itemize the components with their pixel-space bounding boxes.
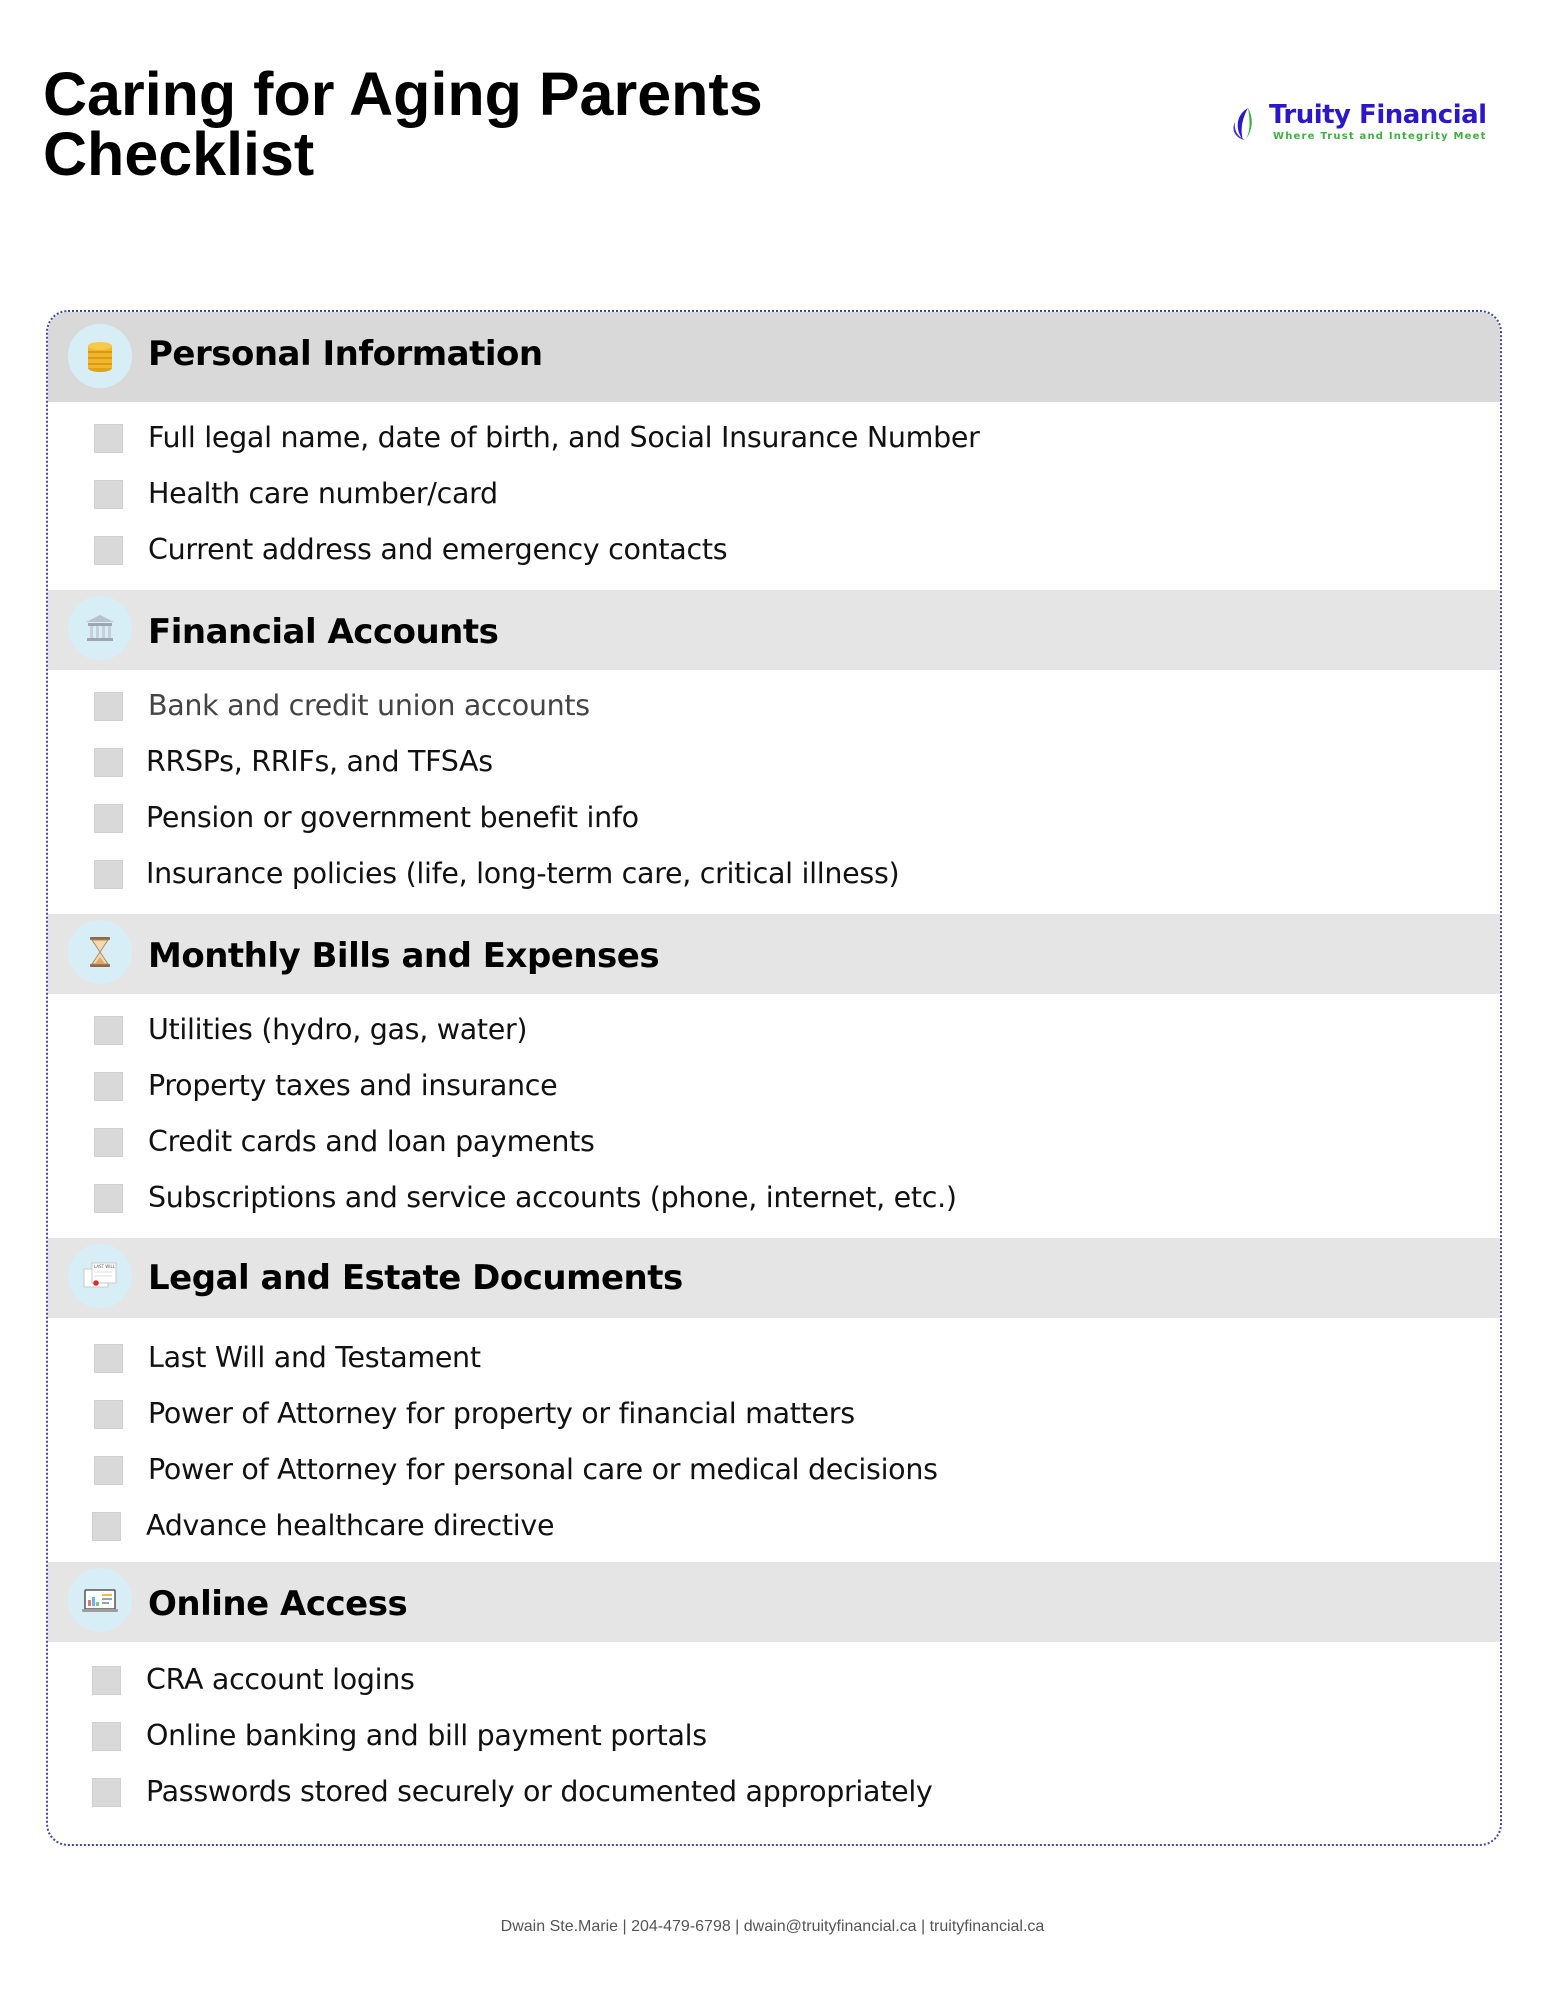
checklist-item-label: Power of Attorney for property or financial matters xyxy=(148,1397,855,1430)
checkbox[interactable] xyxy=(94,1400,123,1429)
checklist-item[interactable] xyxy=(48,474,1500,514)
section-title: Personal Information xyxy=(148,334,543,374)
checklist-item[interactable] xyxy=(48,854,1500,894)
bank-icon xyxy=(68,596,132,660)
svg-text:LAST WILL: LAST WILL xyxy=(94,1264,115,1269)
checklist-item-label: Full legal name, date of birth, and Social Insurance Number xyxy=(148,421,980,454)
checklist-item-label: Passwords stored securely or documented appropriately xyxy=(146,1775,933,1808)
truity-financial-logo xyxy=(1231,98,1491,148)
checkbox[interactable] xyxy=(94,1016,123,1045)
checkbox[interactable] xyxy=(94,1072,123,1101)
checklist-item-label: Subscriptions and service accounts (phone, internet, etc.) xyxy=(148,1181,957,1214)
checkbox[interactable] xyxy=(94,536,123,565)
section-title: Legal and Estate Documents xyxy=(148,1258,683,1298)
checklist-item[interactable] xyxy=(48,686,1500,726)
checklist-item-label: Utilities (hydro, gas, water) xyxy=(148,1013,528,1046)
checklist-item[interactable] xyxy=(48,1506,1500,1546)
checklist-item-label: CRA account logins xyxy=(146,1663,415,1696)
checklist-item[interactable] xyxy=(48,1450,1500,1490)
checklist-item[interactable] xyxy=(48,798,1500,838)
laptop-dashboard-icon xyxy=(68,1568,132,1632)
checklist-item[interactable] xyxy=(48,1660,1500,1700)
checklist-item[interactable] xyxy=(48,530,1500,570)
checkbox[interactable] xyxy=(94,748,123,777)
checklist-item[interactable] xyxy=(48,1338,1500,1378)
checkbox[interactable] xyxy=(94,1344,123,1373)
checklist-item[interactable] xyxy=(48,1394,1500,1434)
checklist-item-label: Credit cards and loan payments xyxy=(148,1125,595,1158)
checkbox[interactable] xyxy=(92,1512,121,1541)
checklist-card xyxy=(46,310,1502,1846)
section-header xyxy=(48,1238,1500,1318)
checkbox[interactable] xyxy=(94,424,123,453)
coins-icon xyxy=(68,324,132,388)
checkbox[interactable] xyxy=(92,1666,121,1695)
checklist-item-label: Insurance policies (life, long-term care, critical illness) xyxy=(146,857,900,890)
checklist-item[interactable] xyxy=(48,1066,1500,1106)
checklist-item-label: Property taxes and insurance xyxy=(148,1069,558,1102)
checklist-item-label: Last Will and Testament xyxy=(148,1341,481,1374)
checklist-item-label: Health care number/card xyxy=(148,477,498,510)
hourglass-icon xyxy=(68,920,132,984)
logo-name: Truity Financial xyxy=(1269,100,1487,130)
checklist-item-label: Power of Attorney for personal care or medical decisions xyxy=(148,1453,938,1486)
checklist-item[interactable] xyxy=(48,742,1500,782)
page-title xyxy=(43,60,943,188)
checklist-item-label: Pension or government benefit info xyxy=(146,801,639,834)
checklist-item-label: Online banking and bill payment portals xyxy=(146,1719,707,1752)
section-header xyxy=(48,590,1500,670)
checklist-item-label: Bank and credit union accounts xyxy=(148,689,590,722)
checkbox[interactable] xyxy=(94,804,123,833)
checkbox[interactable] xyxy=(94,1456,123,1485)
section-title: Online Access xyxy=(148,1584,408,1624)
checkbox[interactable] xyxy=(92,1778,121,1807)
checkbox[interactable] xyxy=(94,1184,123,1213)
checklist-item-label: RRSPs, RRIFs, and TFSAs xyxy=(146,745,493,778)
footer-contact: Dwain Ste.Marie | 204-479-6798 | dwain@truityfinancial.ca | truityfinancial.ca xyxy=(500,1918,1045,1935)
checkbox[interactable] xyxy=(92,1722,121,1751)
checklist-item[interactable] xyxy=(48,1178,1500,1218)
checkbox[interactable] xyxy=(94,692,123,721)
checkbox[interactable] xyxy=(94,1128,123,1157)
checkbox[interactable] xyxy=(94,480,123,509)
section-title: Monthly Bills and Expenses xyxy=(148,936,660,976)
checklist-item[interactable] xyxy=(48,1122,1500,1162)
checklist-item[interactable] xyxy=(48,418,1500,458)
checklist-item[interactable] xyxy=(48,1772,1500,1812)
checklist-item[interactable] xyxy=(48,1716,1500,1756)
checklist-item-label: Advance healthcare directive xyxy=(146,1509,555,1542)
section-title: Financial Accounts xyxy=(148,612,499,652)
leaf-swoosh-icon xyxy=(1231,106,1265,142)
section-header xyxy=(48,1562,1500,1642)
page-title-line-2: Checklist xyxy=(43,120,315,188)
section-header xyxy=(48,312,1500,402)
logo-tagline: Where Trust and Integrity Meet xyxy=(1273,131,1487,142)
checkbox[interactable] xyxy=(94,860,123,889)
checklist-item-label: Current address and emergency contacts xyxy=(148,533,728,566)
checklist-item[interactable] xyxy=(48,1010,1500,1050)
will-document-icon xyxy=(68,1244,132,1308)
section-header xyxy=(48,914,1500,994)
page-title-line-1: Caring for Aging Parents xyxy=(43,60,763,128)
